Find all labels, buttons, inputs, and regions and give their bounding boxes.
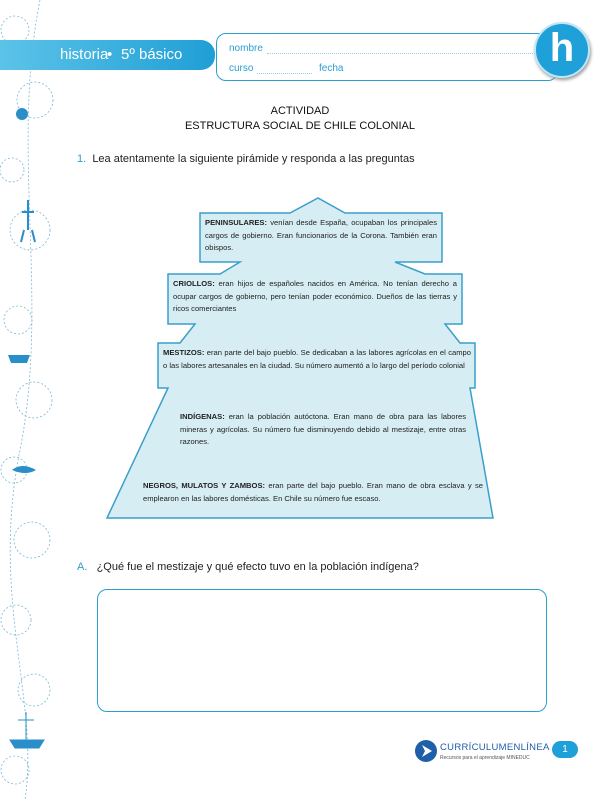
date-label: fecha xyxy=(319,63,344,74)
activity-subtitle: ESTRUCTURA SOCIAL DE CHILE COLONIAL xyxy=(184,120,416,132)
pyramid-level-negros: NEGROS, MULATOS Y ZAMBOS: eran parte del bajo pueblo. Eran mano de obra esclava y se emplearon en las labores domésticas. En Chile su número fue escaso. xyxy=(143,481,483,503)
subject: historia xyxy=(60,46,109,63)
curriculum-logo-icon xyxy=(414,739,438,763)
history-logo: h xyxy=(534,22,590,78)
answer-box[interactable] xyxy=(97,589,547,712)
page-number: 1 xyxy=(552,741,578,758)
bullet: • xyxy=(107,46,113,63)
grade: 5º básico xyxy=(121,46,183,63)
question-a: A. ¿Qué fue el mestizaje y qué efecto tuvo en la población indígena? xyxy=(77,561,419,573)
pyramid-level-peninsulares: PENINSULARES: venían desde España, ocupaban los principales cargos de gobierno. Eran funcionarios de la Corona. También eran obispos. xyxy=(205,218,437,252)
footer-brand: CURRÍCULUMENLÍNEA xyxy=(440,742,550,753)
activity-title: ACTIVIDAD xyxy=(270,105,330,117)
pyramid-level-mestizos: MESTIZOS: eran parte del bajo pueblo. Se dedicaban a las labores agrícolas en el campo o las labores artesanales en la ciudad. Su número aumentó a lo largo del período colonial xyxy=(163,348,471,370)
footer-tagline: Recursos para el aprendizaje MINEDUC xyxy=(440,755,530,761)
pyramid-level-criollos: CRIOLLOS: eran hijos de españoles nacidos en América. No tenían derecho a ocupar cargos de gobierno, pero tenían poder económico. Dueños de las tierras y ricos comerciantes xyxy=(173,279,457,313)
pyramid-level-indigenas: INDÍGENAS: eran la población autóctona. Eran mano de obra para las labores mineras y agrícolas. Su número fue disminuyendo debido al mestizaje, entre otras razones. xyxy=(180,412,466,446)
name-label: nombre xyxy=(229,43,263,54)
course-label: curso xyxy=(229,63,254,74)
question-1: 1. Lea atentamente la siguiente pirámide y responda a las preguntas xyxy=(77,153,415,165)
